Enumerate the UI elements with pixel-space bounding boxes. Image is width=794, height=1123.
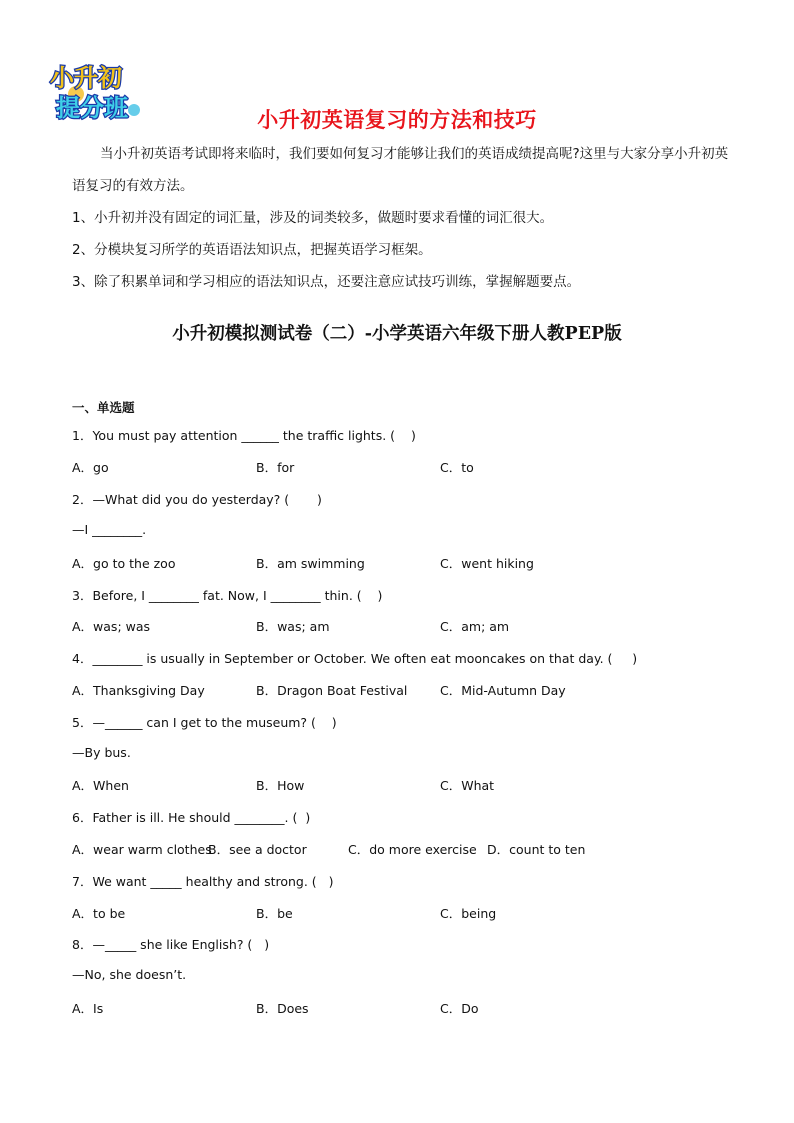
- question-8-text: 8．—_____ she like English? ( ): [72, 937, 270, 952]
- option-a[interactable]: A．When: [72, 778, 129, 793]
- option-b[interactable]: B．Does: [256, 1001, 309, 1016]
- question-1-text: 1．You must pay attention ______ the traffic lights. ( ): [72, 428, 416, 443]
- option-b[interactable]: B．Dragon Boat Festival: [256, 683, 408, 698]
- option-c[interactable]: C．to: [440, 460, 474, 475]
- option-a[interactable]: A．was; was: [72, 619, 151, 634]
- question-7-text: 7．We want _____ healthy and strong. ( ): [72, 874, 334, 889]
- option-c[interactable]: C．went hiking: [440, 556, 534, 571]
- option-c[interactable]: C．am; am: [440, 619, 510, 634]
- option-b[interactable]: B．was; am: [256, 619, 330, 634]
- option-c[interactable]: C．Mid-Autumn Day: [440, 683, 566, 698]
- tip-item: 1、小升初并没有固定的词汇量，涉及的词类较多，做题时要求看懂的词汇很大。: [72, 210, 554, 226]
- logo-text-line1: 小升初: [50, 64, 122, 92]
- question-8-dialog: —No, she doesn’t.: [72, 967, 187, 982]
- question-5-dialog: —By bus.: [72, 745, 131, 760]
- option-c[interactable]: C．Do: [440, 1001, 479, 1016]
- tip-item: 3、除了积累单词和学习相应的语法知识点，还要注意应试技巧训练，掌握解题要点。: [72, 274, 581, 290]
- option-a[interactable]: A．Thanksgiving Day: [72, 683, 205, 698]
- option-c[interactable]: C．What: [440, 778, 495, 793]
- question-6-text: 6．Father is ill. He should ________. ( ): [72, 810, 311, 825]
- option-b[interactable]: B．be: [256, 906, 293, 921]
- option-c[interactable]: C．being: [440, 906, 497, 921]
- question-4-text: 4．________ is usually in September or October. We often eat mooncakes on that day. ( ): [72, 651, 638, 666]
- exam-subtitle: 小升初模拟测试卷（二）-小学英语六年级下册人教PEP版: [172, 324, 622, 344]
- question-3-text: 3．Before, I ________ fat. Now, I ________ thin. ( ): [72, 588, 383, 603]
- option-a[interactable]: A．go to the zoo: [72, 556, 176, 571]
- option-c[interactable]: C．do more exercise: [348, 842, 477, 857]
- option-d[interactable]: D．count to ten: [487, 842, 586, 857]
- section-heading: 一、单选题: [72, 400, 135, 415]
- question-2-text: 2．—What did you do yesterday? ( ): [72, 492, 322, 507]
- option-a[interactable]: A．to be: [72, 906, 126, 921]
- option-b[interactable]: B．am swimming: [256, 556, 365, 571]
- option-a[interactable]: A．Is: [72, 1001, 104, 1016]
- question-2-dialog: —I ________.: [72, 522, 147, 537]
- intro-paragraph: 当小升初英语考试即将来临时，我们要如何复习才能够让我们的英语成绩提高呢?这里与大家分享小升初英语复习的有效方法。: [72, 146, 729, 194]
- question-5-text: 5．—______ can I get to the museum? ( ): [72, 715, 337, 730]
- option-b[interactable]: B．How: [256, 778, 305, 793]
- page-title: 小升初英语复习的方法和技巧: [257, 108, 537, 132]
- option-a[interactable]: A．wear warm clothes: [72, 842, 212, 857]
- tip-item: 2、分模块复习所学的英语语法知识点，把握英语学习框架。: [72, 242, 432, 258]
- option-b[interactable]: B．for: [256, 460, 295, 475]
- option-b[interactable]: B．see a doctor: [208, 842, 307, 857]
- logo-text-line2: 提分班: [56, 94, 128, 122]
- intro-section: [72, 138, 732, 298]
- option-a[interactable]: A．go: [72, 460, 109, 475]
